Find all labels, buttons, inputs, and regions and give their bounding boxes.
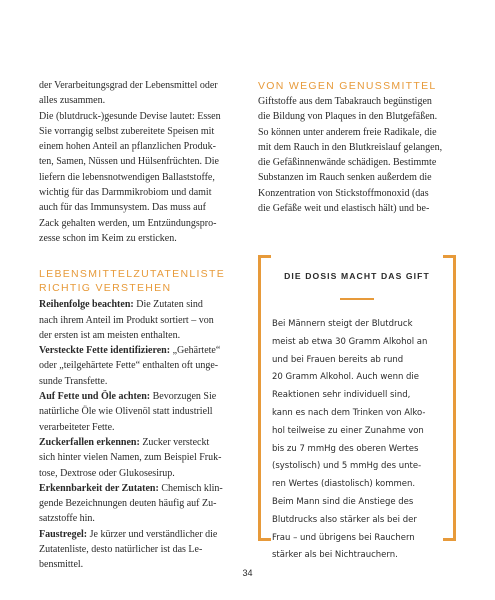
bracket-right — [443, 255, 456, 541]
heading-line: LEBENSMITTELZUTATENLISTE — [39, 268, 226, 281]
section-heading-genussmittel: VON WEGEN GENUSSMITTEL — [258, 80, 437, 92]
text-line: mit dem Rauch in den Blutkreislauf gelangen, — [258, 141, 443, 153]
text-line: alles zusammen. — [39, 95, 106, 107]
text-line: liefern die lebensnotwendigen Ballaststoffe, — [39, 171, 215, 183]
text-line: wichtig für das Darmmikrobiom und damit — [39, 187, 212, 199]
text-line: Giftstoffe aus dem Tabakrauch begünstigen — [258, 96, 432, 107]
tip-term: Faustregel: — [39, 528, 88, 540]
tip-term: Auf Fette und Öle achten: — [39, 391, 151, 403]
tip-text: Die Zutaten sind — [133, 299, 203, 311]
tip-item — [39, 527, 246, 573]
text-line: Die (blutdruck-)gesunde Devise lautet: Essen — [39, 110, 221, 122]
text-line: Konzentration von Stickstoffmonoxid (das — [258, 187, 429, 199]
tip-text: sich hinter vielen Namen, zum Beispiel Fruk- — [39, 452, 222, 464]
text-line: stärker als bei Nichtrauchern. — [272, 550, 398, 561]
text-line: Reaktionen sehr individuell sind, — [272, 390, 411, 401]
text-line: Substanzen im Rauch senken außerdem die — [258, 172, 432, 184]
info-box-title: DIE DOSIS MACHT DAS GIFT — [284, 271, 430, 281]
tip-text: verarbeiteter Fette. — [39, 421, 115, 433]
tip-text: natürliche Öle wie Olivenöl statt industriell — [39, 406, 213, 418]
tip-item — [39, 297, 246, 343]
page-number: 34 — [242, 568, 253, 578]
tip-text: gende Bezeichnungen deuten häufig auf Zu- — [39, 498, 217, 510]
left-column — [39, 78, 246, 573]
text-line: kann es nach dem Trinken von Alko- — [272, 407, 426, 418]
text-line: zesse schon im Keim zu ersticken. — [39, 232, 177, 244]
text-line: einem hohen Anteil an pflanzlichen Produk- — [39, 141, 216, 153]
tip-term: Zuckerfallen erkennen: — [39, 436, 140, 448]
bracket-left — [258, 255, 271, 541]
tip-term: Reihenfolge beachten: — [39, 299, 134, 311]
tip-text: Zutatenliste, desto natürlicher ist das Le- — [39, 544, 203, 556]
tip-term: Versteckte Fette identifizieren: — [39, 345, 171, 357]
tip-text: Zucker versteckt — [139, 436, 210, 448]
tip-text: nach ihrem Anteil im Produkt sortiert – von — [39, 314, 214, 326]
text-line: meist ab etwa 30 Gramm Alkohol an — [272, 336, 428, 347]
text-line: Frau – und übrigens bei Rauchern — [272, 532, 415, 543]
text-line: die Gefäße weit und elastisch hält) und be- — [258, 203, 430, 215]
tip-list — [39, 297, 246, 572]
intro-paragraph — [39, 78, 246, 246]
tip-text: oder „teilgehärtete Fette“ enthalten oft unge- — [39, 360, 219, 372]
text-line: der Verarbeitungsgrad der Lebensmittel oder — [39, 80, 218, 91]
tip-text: bensmittel. — [39, 559, 84, 571]
text-line: die Bildung von Plaques in den Blutgefäßen. — [258, 111, 438, 123]
tip-text: sunde Transfette. — [39, 375, 108, 387]
text-line: auch für das Immunsystem. Das muss auf — [39, 202, 206, 214]
text-line: Bei Männern steigt der Blutdruck — [272, 319, 413, 329]
text-line: Sie vorrangig selbst zubereitete Speisen mit — [39, 125, 215, 137]
text-line: So können unter anderem freie Radikale, die — [258, 126, 437, 138]
text-line: ren Wertes (diastolisch) kommen. — [272, 479, 416, 490]
tip-item — [39, 435, 246, 481]
text-line: Beim Mann sind die Anstiege des — [272, 496, 414, 507]
tip-text: der ersten ist am meisten enthalten. — [39, 329, 181, 341]
right-column — [258, 78, 462, 216]
tip-term: Erkennbarkeit der Zutaten: — [39, 482, 159, 494]
tip-item — [39, 389, 246, 435]
text-line: hol teilweise zu einer Zunahme von — [272, 425, 424, 436]
tip-text: „Gehärtete“ — [170, 345, 221, 357]
tip-text: Bevorzugen Sie — [150, 391, 217, 403]
text-line: Zack gehalten werden, um Entzündungspro- — [39, 217, 217, 229]
info-box — [258, 255, 456, 561]
tip-item — [39, 481, 246, 527]
info-box-text — [272, 316, 444, 565]
title-underline — [340, 298, 374, 300]
text-line: bis zu 7 mmHg des oberen Wertes — [272, 443, 419, 454]
text-line: die Gefäßinnenwände schädigen. Bestimmte — [258, 157, 437, 169]
tip-text: tose, Dextrose oder Glukosesirup. — [39, 467, 175, 479]
text-line: und bei Frauen bereits ab rund — [272, 354, 404, 365]
tip-text: satzstoffe hin. — [39, 513, 95, 525]
text-line: ten, Samen, Nüssen und Hülsenfrüchten. Die — [39, 156, 219, 168]
text-line: (systolisch) und 5 mmHg des unte- — [272, 461, 422, 472]
tip-item — [39, 343, 246, 389]
heading-line: RICHTIG VERSTEHEN — [39, 282, 172, 295]
text-line: Blutdrucks also stärker als bei der — [272, 514, 417, 525]
tip-text: Je kürzer und verständlicher die — [87, 528, 218, 540]
tip-text: Chemisch klin- — [158, 482, 223, 494]
text-line: 20 Gramm Alkohol. Auch wenn die — [272, 372, 420, 383]
section-heading-zutatenliste — [39, 267, 246, 295]
